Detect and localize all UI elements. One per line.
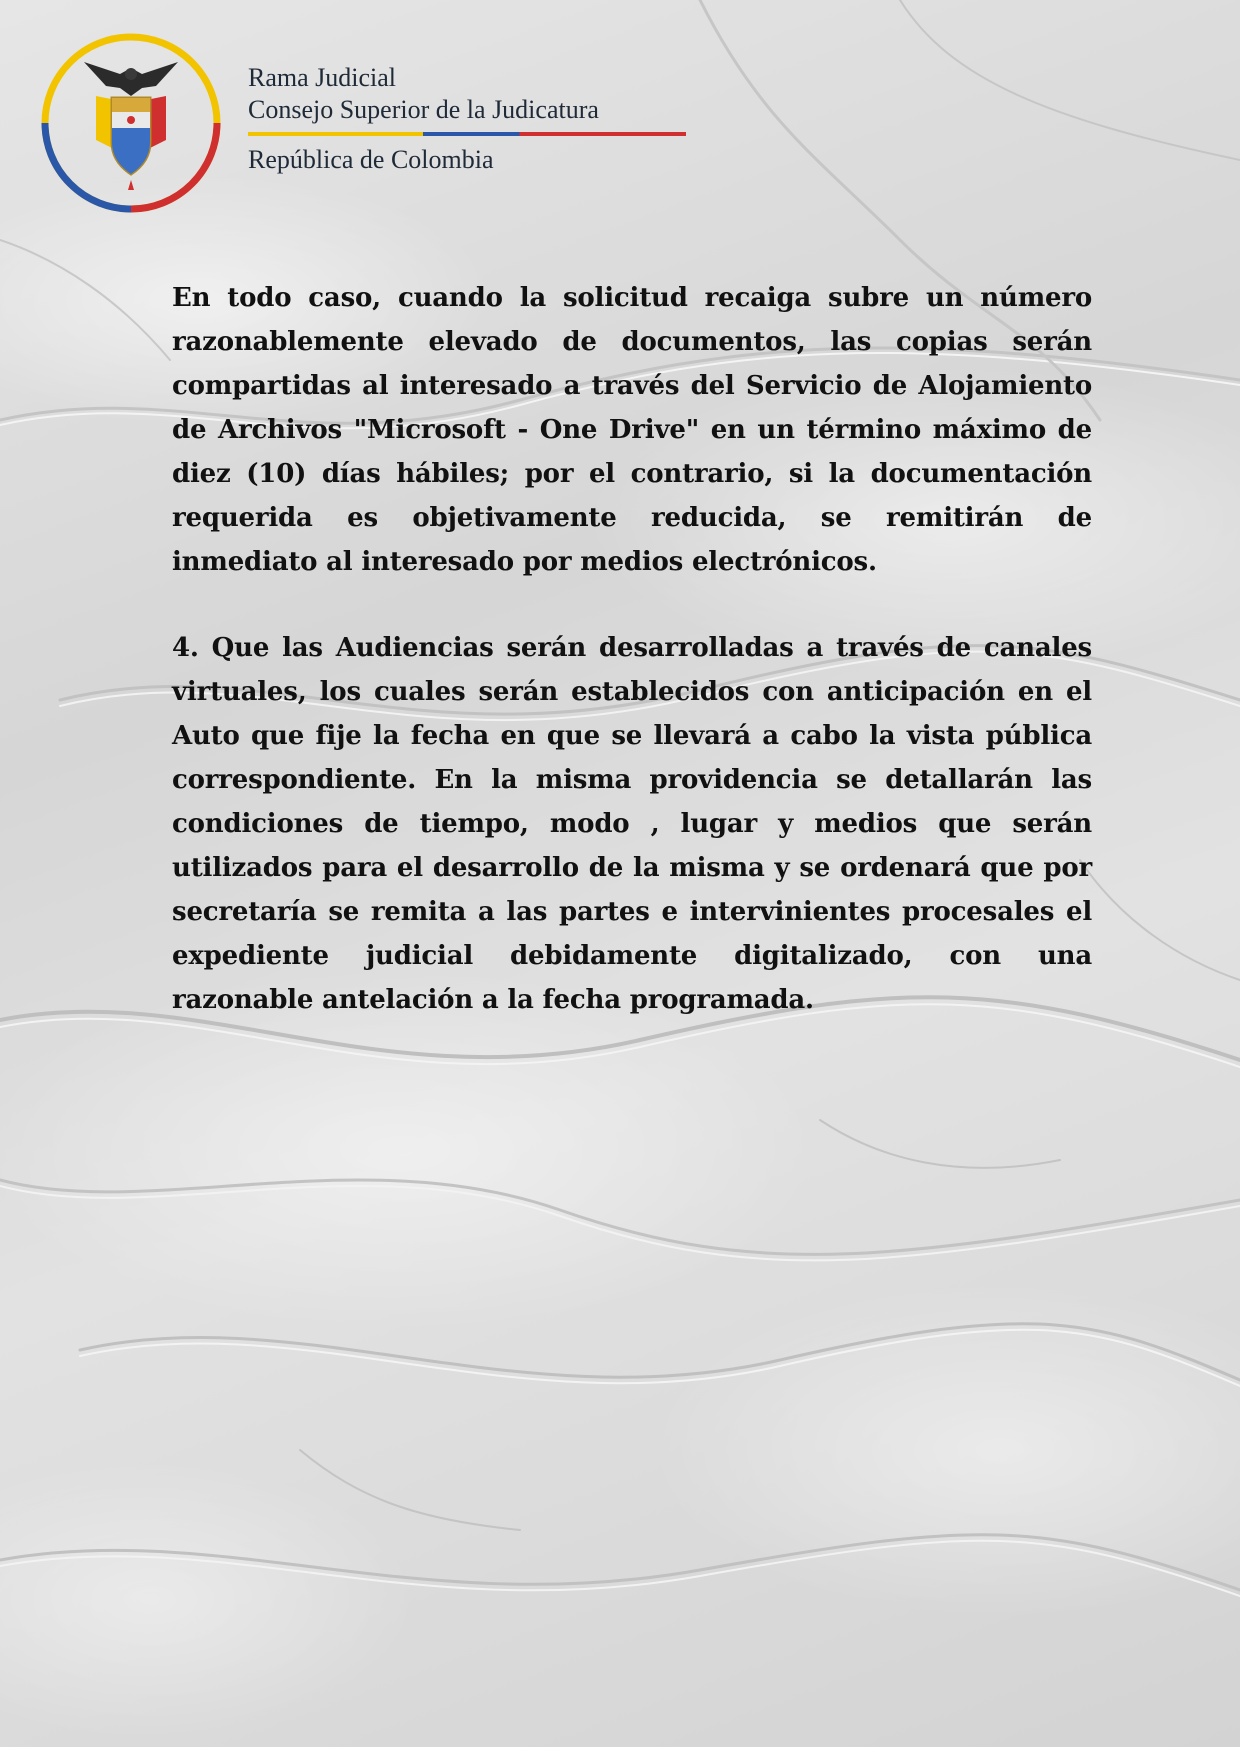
coat-of-arms-logo [38,30,224,216]
paragraph-copies: En todo caso, cuando la solicitud recaiga subre un número razonablemente elevado de documentos, las copias serán compartidas al interesado a través del Servicio de Alojamiento de Archivos "Microsoft - One Drive" en un término máximo de diez (10) días hábiles; por el contrario, si la documentación requerida es objetivamente reducida, se remitirán de inmediato al interesado por medios electrónicos. [172,283,1092,577]
institution-header [248,62,688,176]
institution-council: Consejo Superior de la Judicatura [248,95,599,124]
institution-country: República de Colombia [248,145,494,174]
institution-branch: Rama Judicial [248,63,397,92]
flag-divider [248,132,686,136]
document-body [172,276,1092,1022]
paragraph-hearings: 4. Que las Audiencias serán desarrolladas a través de canales virtuales, los cuales serán establecidos con anticipación en el Auto que fije la fecha en que se llevará a cabo la vista pública correspondiente. En la misma providencia se detallarán las condiciones de tiempo, modo , lugar y medios que serán utilizados para el desarrollo de la misma y se ordenará que por secretaría se remita a las partes e intervinientes procesales el expediente judicial debidamente digitalizado, con una razonable antelación a la fecha programada. [172,633,1092,1015]
